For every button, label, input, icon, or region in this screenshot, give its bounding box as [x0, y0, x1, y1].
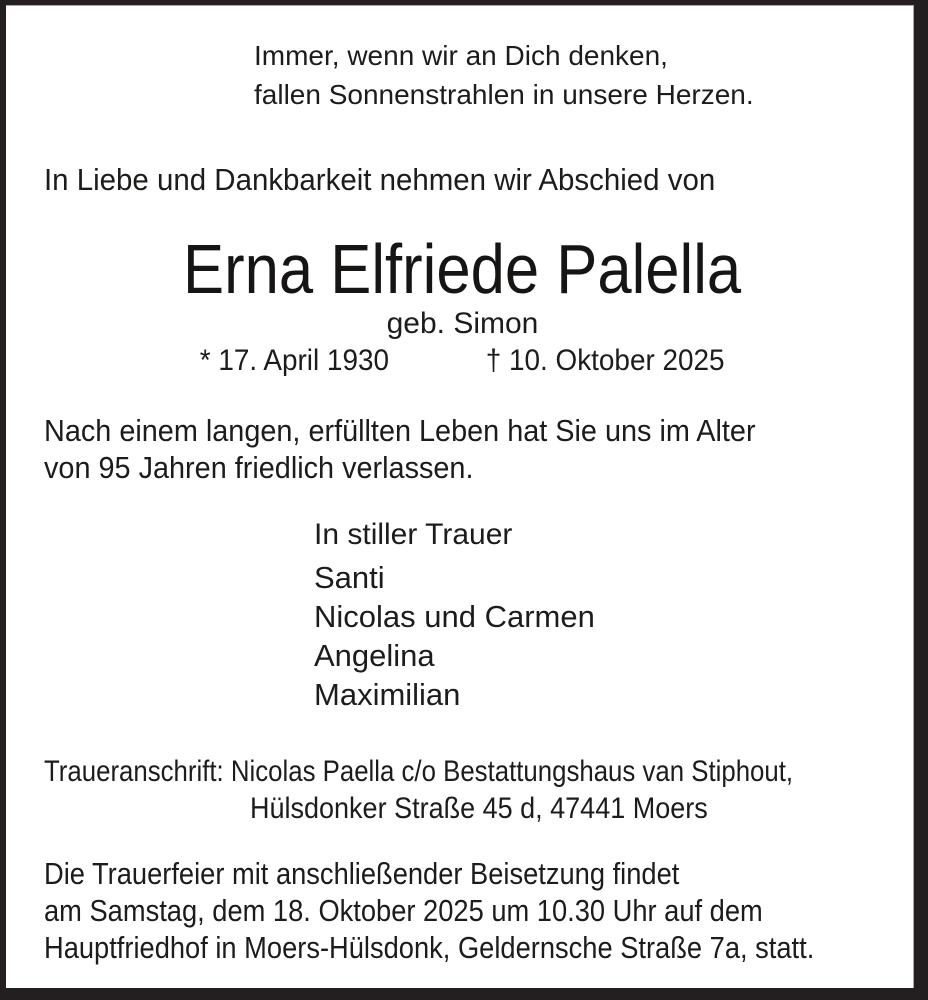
epigraph-line-2: fallen Sonnenstrahlen in unsere Herzen.: [254, 79, 754, 110]
mourning-address: [44, 753, 881, 827]
deceased-name-row: [44, 232, 881, 306]
obituary-text: [44, 412, 822, 486]
mourning-address-line-1: Traueranschrift: Nicolas Paella c/o Bestattungshaus van Stiphout,: [44, 755, 794, 788]
funeral-line-3: Hauptfriedhof in Moers-Hülsdonk, Geldernsche Straße 7a, statt.: [44, 930, 815, 965]
mourner-name: Maximilian: [314, 677, 461, 712]
obituary-line-2: von 95 Jahren friedlich verlassen.: [44, 450, 474, 485]
maiden-name: geb. Simon: [386, 307, 539, 340]
death-date: † 10. Oktober 2025: [486, 344, 725, 377]
funeral-line-2: am Samstag, dem 18. Oktober 2025 um 10.30 Uhr auf dem: [44, 893, 763, 928]
mourner-name: Santi: [314, 560, 385, 595]
birth-date: * 17. April 1930: [200, 344, 390, 377]
epigraph: [254, 36, 881, 114]
mourning-address-line-2: Hülsdonker Straße 45 d, 47441 Moers: [250, 792, 708, 825]
obituary-notice: [6, 5, 914, 988]
mourning-label: In stiller Trauer: [314, 518, 513, 551]
life-dates-row: [44, 342, 881, 380]
deceased-name: Erna Elfriede Palella: [183, 230, 742, 308]
funeral-line-1: Die Trauerfeier mit anschließender Beisetzung findet: [44, 856, 680, 891]
mourner-name: Nicolas und Carmen: [314, 599, 595, 634]
obituary-line-1: Nach einem langen, erfüllten Leben hat Sie uns im Alter: [44, 413, 756, 448]
intro-line: In Liebe und Dankbarkeit nehmen wir Abschied von: [44, 162, 716, 197]
funeral-details: [44, 855, 815, 966]
epigraph-line-1: Immer, wenn wir an Dich denken,: [254, 40, 668, 71]
life-dates: [200, 342, 725, 380]
mourners-list: [314, 558, 881, 714]
mourner-name: Angelina: [314, 638, 435, 673]
